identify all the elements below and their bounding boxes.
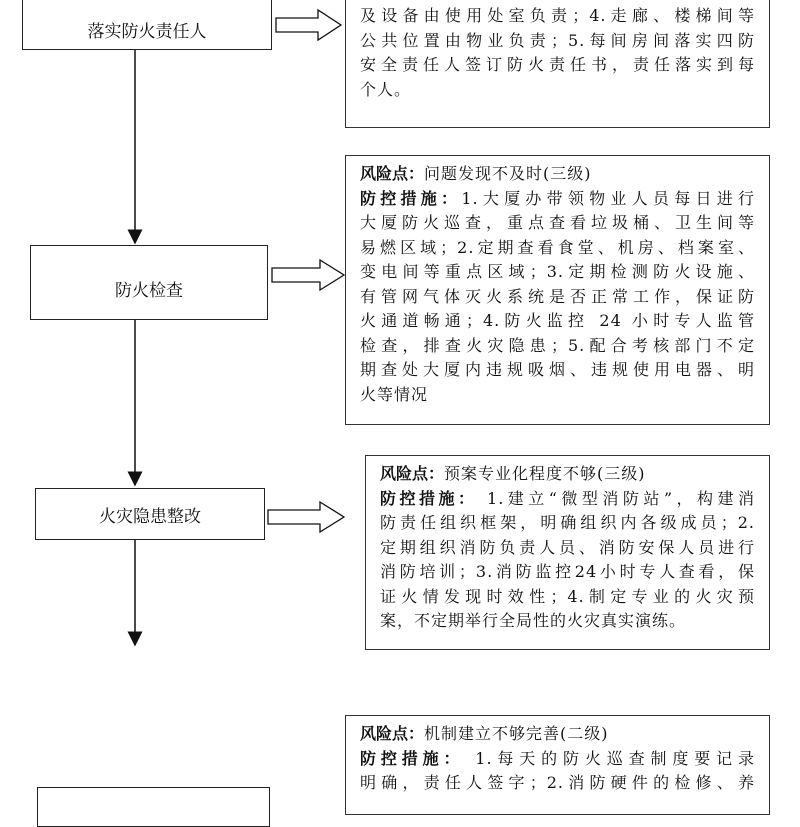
- text-line: 明确，责任人签字；2.消防硬件的检修、养: [360, 773, 755, 792]
- risk-box-2: [345, 155, 770, 425]
- text-line: 有管网气体灭火系统是否正常工作，保证防: [360, 286, 755, 306]
- measure-text: 1.每天的防火巡查制度要记录: [464, 748, 755, 768]
- measure-text: 1.大厦办带领物业人员每日进行: [461, 188, 755, 208]
- step-box-2: [30, 245, 268, 320]
- risk-box-4: [345, 715, 770, 815]
- text-line: 易燃区域；2.定期查看食堂、机房、档案室、: [360, 237, 755, 257]
- measure-label: 防控措施：: [360, 188, 462, 208]
- text-line: 大厦防火巡查，重点查看垃圾桶、卫生间等: [360, 213, 755, 232]
- text-line: 防责任组织框架，明确组织内各级成员；2.: [380, 513, 755, 532]
- text-line: 公共位置由物业负责；5.每间房间落实四防: [360, 30, 755, 50]
- risk-text: 机制建立不够完善(二级): [424, 724, 609, 743]
- text-line: 变电间等重点区域；3.定期检测防火设施、: [360, 262, 755, 281]
- text-line: 案，不定期举行全局性的火灾真实演练。: [380, 611, 687, 630]
- measure-label: 防控措施：: [380, 488, 478, 508]
- step-box-3: [35, 488, 265, 540]
- text-line: 证火情发现时效性；4.制定专业的火灾预: [380, 586, 755, 606]
- risk-box-3: [365, 455, 770, 650]
- step-label: 火灾隐患整改: [99, 506, 201, 527]
- step-box-1: [22, 0, 272, 50]
- text-line: 个人。: [360, 79, 412, 99]
- text-line: 检查，排查火灾隐患；5.配合考核部门不定: [360, 335, 755, 355]
- text-line: 期查处大厦内违规吸烟、违规使用电器、明: [360, 360, 755, 379]
- risk-label: 风险点：: [360, 724, 425, 743]
- step-label: 防火检查: [115, 281, 183, 301]
- text-line: 及设备由使用处室负责；4.走廊、楼梯间等: [360, 6, 755, 25]
- text-line: 消防培训；3.消防监控24小时专人查看，保: [380, 562, 755, 581]
- text-line: 火通道畅通；4.防火监控 24 小时专人监管: [360, 311, 755, 330]
- measure-text: 1.建立“微型消防站”，构建消: [477, 488, 755, 508]
- step-label: 落实防火责任人: [87, 21, 207, 42]
- step-box-4: [37, 787, 270, 827]
- text-line: 安全责任人签订防火责任书，责任落实到每: [360, 55, 755, 74]
- hollow-arrow-2: [272, 260, 344, 290]
- hollow-arrow-1: [276, 10, 341, 40]
- text-line: 火等情况: [360, 384, 429, 404]
- text-line: 定期组织消防负责人员、消防安保人员进行: [380, 537, 755, 557]
- measure-label: 防控措施：: [360, 748, 465, 768]
- hollow-arrow-3: [268, 502, 344, 532]
- risk-text: 预案专业化程度不够(三级): [444, 464, 646, 483]
- risk-box-1: [345, 0, 770, 128]
- risk-label: 风险点：: [380, 464, 445, 483]
- risk-text: 问题发现不及时(三级): [424, 164, 592, 183]
- risk-label: 风险点：: [360, 164, 425, 183]
